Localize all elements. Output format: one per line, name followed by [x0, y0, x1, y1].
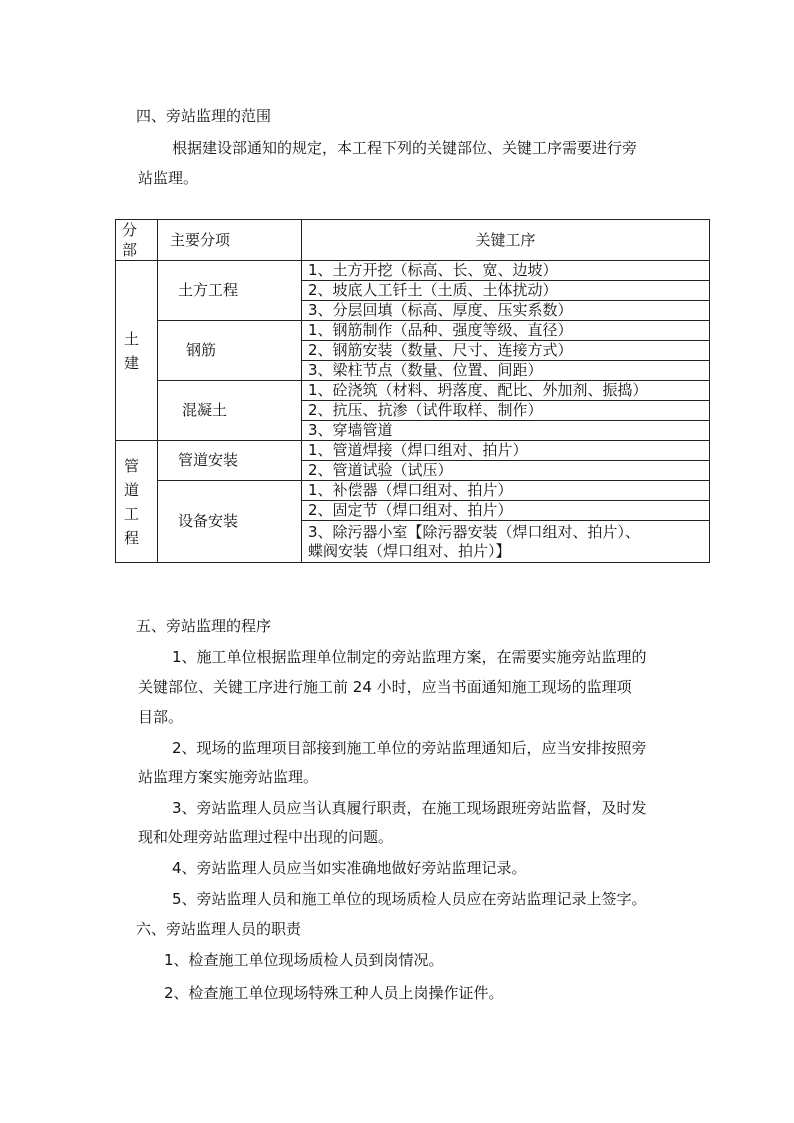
table-row — [116, 321, 710, 341]
section5-p1-line1: 1、施工单位根据监理单位制定的旁站监理方案，在需要实施旁站监理的 — [172, 648, 647, 666]
section5-p2-line2: 站监理方案实施旁站监理。 — [138, 768, 319, 786]
process-line: 3、除污器小室【除污器安装（焊口组对、拍片）、 — [308, 522, 641, 541]
process-cell: 1、钢筋制作（品种、强度等级、直径） — [302, 321, 710, 341]
section5-title: 五、旁站监理的程序 — [136, 617, 272, 635]
process-cell: 3、穿墙管道 — [302, 421, 710, 441]
section5-p1-line2: 关键部位、关键工序进行施工前 24 小时，应当书面通知施工现场的监理项 — [138, 678, 632, 696]
header-process: 关键工序 — [302, 220, 710, 261]
process-cell: 1、管道焊接（焊口组对、拍片） — [302, 441, 710, 461]
item-cell-rebar: 钢筋 — [158, 321, 302, 381]
process-cell: 3、分层回填（标高、厚度、压实系数） — [302, 301, 710, 321]
header-part: 分部 — [116, 220, 158, 261]
section5-p3-line2: 现和处理旁站监理过程中出现的问题。 — [138, 828, 394, 846]
section5-p3-line1: 3、旁站监理人员应当认真履行职责，在施工现场跟班旁站监督，及时发 — [172, 799, 647, 817]
part-cell-civil: 土建 — [116, 261, 158, 441]
part-cell-pipeline: 管道工程 — [116, 441, 158, 563]
section6-item1: 1、检查施工单位现场质检人员到岗情况。 — [164, 951, 444, 969]
section5-p2-line1: 2、现场的监理项目部接到施工单位的旁站监理通知后，应当安排按照旁 — [172, 739, 647, 757]
process-cell: 2、管道试验（试压） — [302, 461, 710, 481]
table-row — [116, 481, 710, 501]
section5-p1-line3: 目部。 — [138, 708, 184, 726]
section6-item2: 2、检查施工单位现场特殊工种人员上岗操作证件。 — [164, 984, 504, 1002]
table-row — [116, 441, 710, 461]
table-row — [116, 261, 710, 281]
process-cell: 2、坡底人工钎土（土质、土体扰动） — [302, 281, 710, 301]
section4-intro-line1: 根据建设部通知的规定，本工程下列的关键部位、关键工序需要进行旁 — [172, 139, 638, 157]
section4-title: 四、旁站监理的范围 — [136, 107, 272, 125]
section6-title: 六、旁站监理人员的职责 — [136, 920, 302, 938]
section5-p4: 4、旁站监理人员应当如实准确地做好旁站监理记录。 — [172, 859, 527, 877]
process-cell: 2、钢筋安装（数量、尺寸、连接方式） — [302, 341, 710, 361]
process-cell: 1、土方开挖（标高、长、宽、边坡） — [302, 261, 710, 281]
item-cell-pipe-install: 管道安装 — [158, 441, 302, 481]
process-cell: 1、补偿器（焊口组对、拍片） — [302, 481, 710, 501]
section4-intro-line2: 站监理。 — [138, 169, 199, 187]
process-cell — [302, 521, 710, 563]
process-cell: 2、抗压、抗渗（试件取样、制作） — [302, 401, 710, 421]
process-line: 蝶阀安装（焊口组对、拍片）】 — [308, 541, 511, 560]
process-cell: 2、固定节（焊口组对、拍片） — [302, 501, 710, 521]
item-cell-equipment-install: 设备安装 — [158, 481, 302, 563]
header-item: 主要分项 — [158, 220, 302, 261]
section5-p5: 5、旁站监理人员和施工单位的现场质检人员应在旁站监理记录上签字。 — [172, 890, 647, 908]
item-cell-earthwork: 土方工程 — [158, 261, 302, 321]
item-cell-concrete: 混凝土 — [158, 381, 302, 441]
process-cell: 3、梁柱节点（数量、位置、间距） — [302, 361, 710, 381]
table-row — [116, 381, 710, 401]
process-cell: 1、砼浇筑（材料、坍落度、配比、外加剂、振捣） — [302, 381, 710, 401]
table-header-row — [116, 220, 710, 261]
key-process-table — [115, 219, 710, 563]
